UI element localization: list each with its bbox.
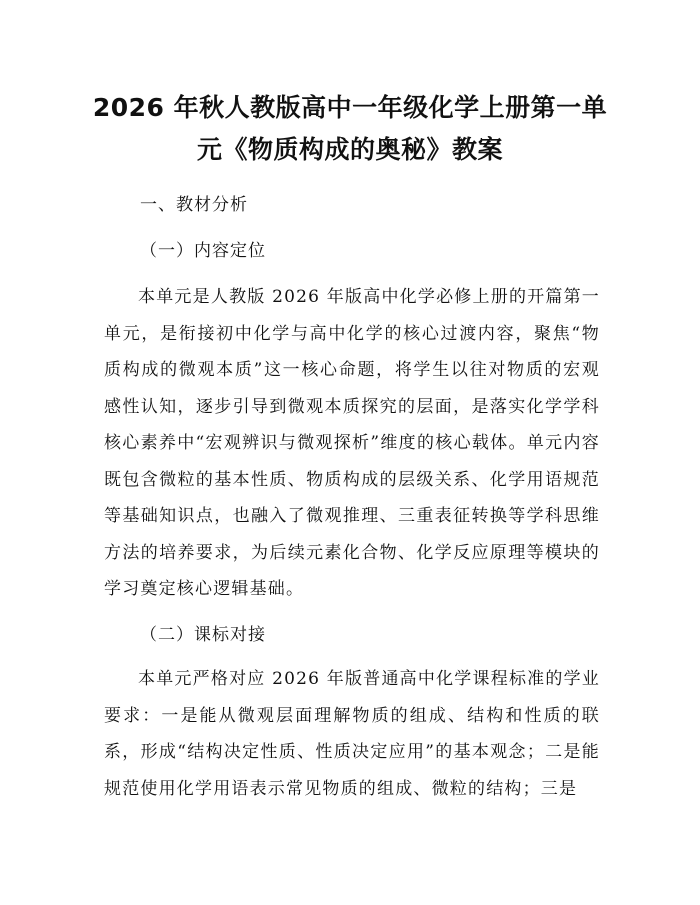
paragraph-content-positioning: 本单元是人教版 2026 年版高中化学必修上册的开篇第一单元，是衔接初中化学与高中化学的核心过渡内容，聚焦“物质构成的微观本质”这一核心命题，将学生以往对物质的宏观感性认知，逐步引导到微观本质探究的层面，是落实化学学科核心素养中“宏观辨识与微观探析”维度的核心载体。单元内容既包含微粒的基本性质、物质构成的层级关系、化学用语规范等基础知识点，也融入了微观推理、三重表征转换等学科思维方法的培养要求，为后续元素化合物、化学反应原理等模块的学习奠定核心逻辑基础。 <box>104 287 600 599</box>
document-title-line-2: 元《物质构成的奥秘》教案 <box>196 135 503 164</box>
document-title-line-1: 2026 年秋人教版高中一年级化学上册第一单 <box>92 93 608 122</box>
paragraph-curriculum-alignment: 本单元严格对应 2026 年版普通高中化学课程标准的学业要求：一是能从微观层面理解物质的组成、结构和性质的联系，形成“结构决定性质、性质决定应用”的基本观念；二是能规范使用化学用语表示常见物质的组成、微粒的结构；三是 <box>104 669 600 799</box>
subsection-heading-curriculum-alignment: （二）课标对接 <box>140 625 266 645</box>
section-heading-teaching-material-analysis: 一、教材分析 <box>140 195 248 215</box>
subsection-heading-content-positioning: （一）内容定位 <box>140 241 266 261</box>
